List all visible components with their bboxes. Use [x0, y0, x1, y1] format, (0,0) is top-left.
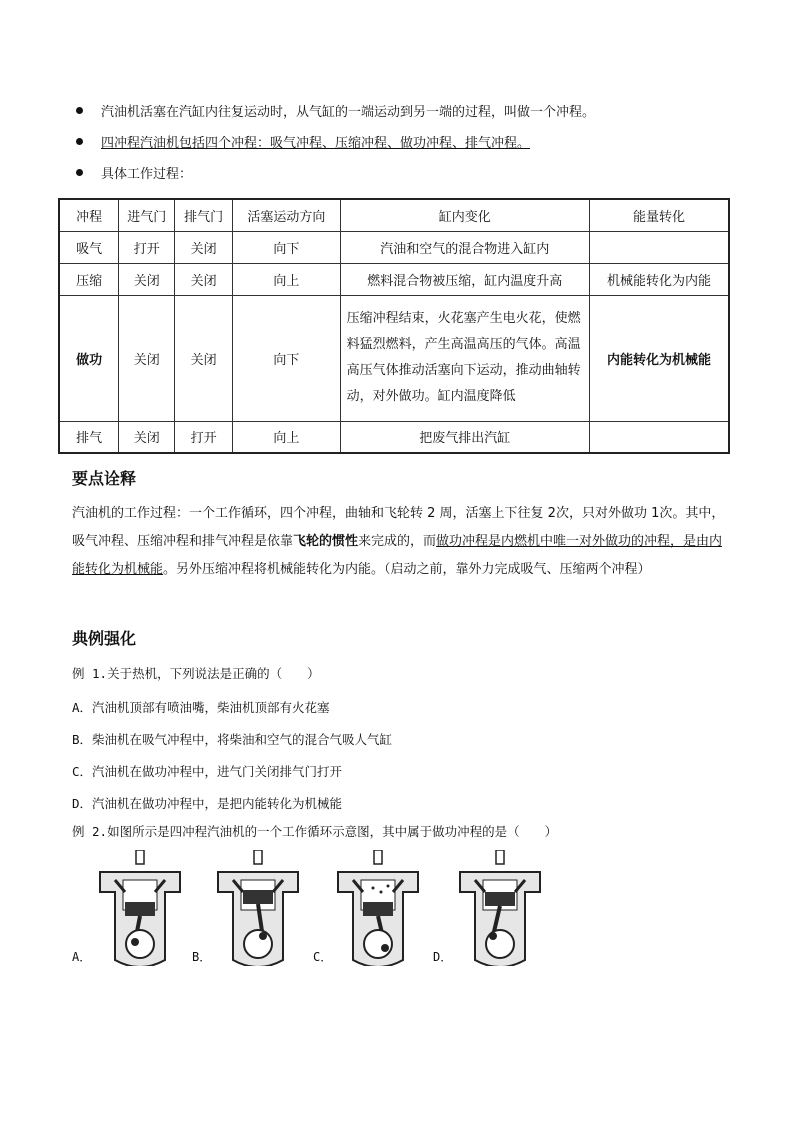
option-d: D．汽油机在做功冲程中，是把内能转化为机械能	[72, 796, 343, 811]
paragraph-emphasis: 飞轮的惯性	[293, 534, 359, 549]
table-header: 缸内变化	[340, 199, 589, 231]
bullet-3	[76, 166, 192, 184]
table-cell: 向上	[233, 421, 341, 453]
figure-label-d: D．	[433, 950, 453, 964]
table-cell: 关闭	[119, 263, 175, 295]
table-cell: 关闭	[175, 231, 233, 263]
bullet-text: 汽油机活塞在汽缸内往复运动时，从气缸的一端运动到另一端的过程，叫做一个冲程。	[101, 105, 596, 120]
table-cell: 关闭	[119, 295, 175, 421]
table-cell: 汽油和空气的混合物进入缸内	[340, 231, 589, 263]
table-cell: 向上	[233, 263, 341, 295]
question-1: 例 1.关于热机，下列说法是正确的（ ）	[72, 666, 320, 681]
table-cell: 燃料混合物被压缩，缸内温度升高	[340, 263, 589, 295]
table-cell: 压缩冲程结束，火花塞产生电火花，使燃料猛烈燃料，产生高温高压的气体。高温高压气体推动活塞向下运动，推动曲轴转动，对外做功。缸内温度降低	[340, 295, 589, 421]
bullet-text: 四冲程汽油机包括四个冲程：吸气冲程、压缩冲程、做功冲程、排气冲程。	[101, 136, 531, 151]
table-cell: 关闭	[175, 263, 233, 295]
table-header: 排气门	[175, 199, 233, 231]
table-cell: 关闭	[119, 421, 175, 453]
table-cell: 内能转化为机械能	[589, 295, 729, 421]
table-cell: 做功	[59, 295, 119, 421]
table-cell: 向下	[233, 295, 341, 421]
table-cell: 排气	[59, 421, 119, 453]
paragraph-underline: 做功冲程是内燃机中唯一对外做功的冲程，是由内能转化为机械能	[72, 534, 723, 577]
figure-label-a: A．	[72, 950, 92, 964]
table-cell: 机械能转化为内能	[589, 263, 729, 295]
table-cell: 关闭	[175, 295, 233, 421]
figure-label-b: B．	[192, 950, 212, 964]
table-cell: 压缩	[59, 263, 119, 295]
question-2: 例 2.如图所示是四冲程汽油机的一个工作循环示意图，其中属于做功冲程的是（ ）	[72, 824, 558, 839]
engine-diagram-d	[455, 850, 545, 966]
table-header: 进气门	[119, 199, 175, 231]
engine-diagram-a	[95, 850, 185, 966]
option-a: A．汽油机顶部有喷油嘴，柴油机顶部有火花塞	[72, 700, 330, 715]
section-title-examples: 典例强化	[72, 629, 137, 648]
table-cell: 向下	[233, 231, 341, 263]
figure-label-c: C．	[313, 950, 333, 964]
explanation-paragraph	[72, 500, 728, 584]
option-b: B．柴油机在吸气冲程中，将柴油和空气的混合气吸人气缸	[72, 732, 393, 747]
bullet-dot	[76, 107, 83, 114]
option-c: C．汽油机在做功冲程中，进气门关闭排气门打开	[72, 764, 343, 779]
bullet-text: 具体工作过程：	[101, 167, 193, 182]
stroke-table	[58, 198, 730, 454]
table-header: 冲程	[59, 199, 119, 231]
engine-diagram-b	[213, 850, 303, 966]
table-header: 活塞运动方向	[233, 199, 341, 231]
section-title-key-points: 要点诠释	[72, 469, 137, 488]
table-row	[59, 263, 729, 295]
table-header: 能量转化	[589, 199, 729, 231]
table-row	[59, 231, 729, 263]
bullet-dot	[76, 169, 83, 176]
paragraph-text: 。另外压缩冲程将机械能转化为内能。（启动之前，靠外力完成吸气、压缩两个冲程）	[163, 562, 651, 577]
table-cell: 打开	[175, 421, 233, 453]
table-cell: 把废气排出汽缸	[340, 421, 589, 453]
table-row	[59, 295, 729, 421]
table-cell	[589, 231, 729, 263]
table-cell: 吸气	[59, 231, 119, 263]
table-cell	[589, 421, 729, 453]
table-cell: 打开	[119, 231, 175, 263]
bullet-dot	[76, 138, 83, 145]
paragraph-text: 来完成的，而	[358, 534, 437, 549]
bullet-2	[76, 135, 530, 153]
bullet-1	[76, 104, 595, 122]
table-header-row	[59, 199, 729, 231]
table-row	[59, 421, 729, 453]
engine-diagram-c	[333, 850, 423, 966]
paragraph-text: 汽油机的工作过程：一个工作循环，四个冲程，曲轴和飞轮转 2 周，活塞上下往复 2次，只对外做功 1次。其中，吸气冲程、压缩冲程和排气冲程是依靠	[72, 506, 725, 549]
